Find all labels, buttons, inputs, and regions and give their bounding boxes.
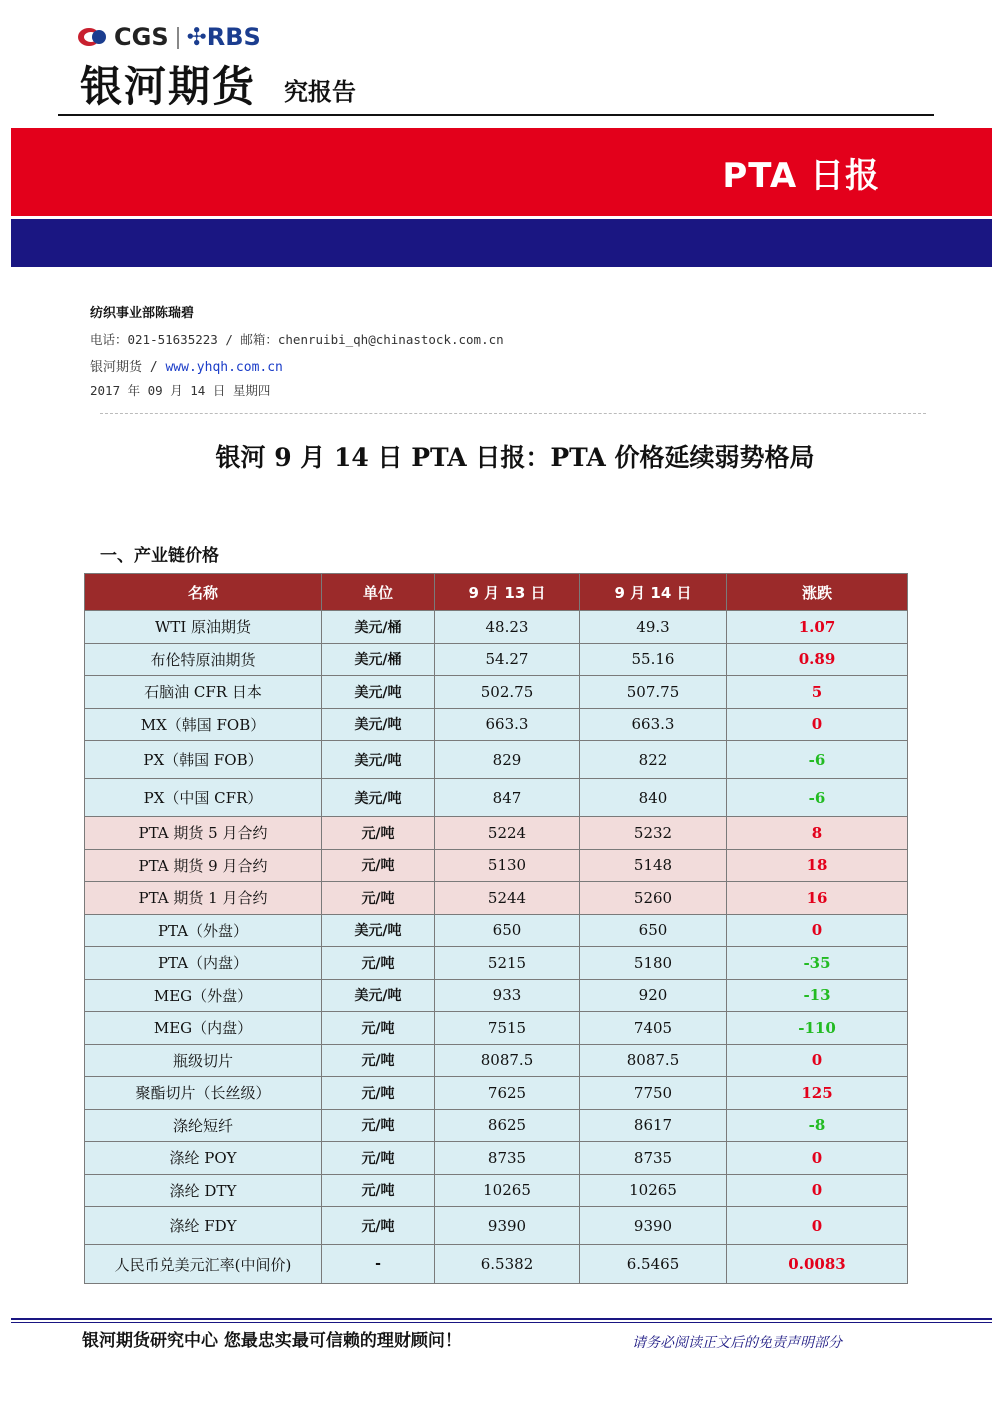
cell-date2: 5260 <box>580 882 727 915</box>
cell-change: 0.0083 <box>727 1245 908 1284</box>
cell-date1: 7515 <box>435 1012 580 1045</box>
cell-name: MEG（外盘） <box>85 979 322 1012</box>
table-row <box>85 947 908 980</box>
cell-name: WTI 原油期货 <box>85 611 322 644</box>
cell-unit: 美元/吨 <box>322 741 435 779</box>
cell-date2: 5180 <box>580 947 727 980</box>
cell-date1: 5215 <box>435 947 580 980</box>
cell-change: 125 <box>727 1077 908 1110</box>
cell-date2: 650 <box>580 914 727 947</box>
table-row <box>85 643 908 676</box>
cell-date2: 920 <box>580 979 727 1012</box>
table-row <box>85 708 908 741</box>
cell-unit: 元/吨 <box>322 1174 435 1207</box>
logo-text <box>114 23 261 51</box>
cell-date1: 48.23 <box>435 611 580 644</box>
site-link[interactable]: www.yhqh.com.cn <box>165 360 283 375</box>
table-row <box>85 779 908 817</box>
cell-date1: 933 <box>435 979 580 1012</box>
table-row <box>85 1245 908 1284</box>
cell-name: PTA 期货 9 月合约 <box>85 849 322 882</box>
cell-name: 瓶级切片 <box>85 1044 322 1077</box>
cell-date1: 663.3 <box>435 708 580 741</box>
report-date: 2017 年 09 月 14 日 星期四 <box>90 383 271 398</box>
cell-unit: 元/吨 <box>322 947 435 980</box>
cell-change: 8 <box>727 817 908 850</box>
table-body <box>85 611 908 1284</box>
logo-separator <box>177 27 179 49</box>
brand-name: 银河期货 <box>80 62 257 111</box>
cell-name: PX（韩国 FOB） <box>85 741 322 779</box>
cell-name: MEG（内盘） <box>85 1012 322 1045</box>
banner-title: PTA 日报 <box>722 156 880 196</box>
author-dept: 纺织事业部陈瑞碧 <box>90 306 195 321</box>
cell-date1: 10265 <box>435 1174 580 1207</box>
cell-name: PX（中国 CFR） <box>85 779 322 817</box>
cell-date2: 49.3 <box>580 611 727 644</box>
cell-date2: 8735 <box>580 1142 727 1175</box>
table-row <box>85 914 908 947</box>
cell-unit: 元/吨 <box>322 817 435 850</box>
cell-date1: 8087.5 <box>435 1044 580 1077</box>
author-contact: 电话：021-51635223 / 邮箱：chenruibi_qh@chinastock.com.cn <box>90 332 504 347</box>
cell-date1: 9390 <box>435 1207 580 1245</box>
cell-change: 18 <box>727 849 908 882</box>
header-date1: 9 月 13 日 <box>435 574 580 611</box>
cell-change: -6 <box>727 779 908 817</box>
cell-date1: 54.27 <box>435 643 580 676</box>
cell-unit: 美元/吨 <box>322 779 435 817</box>
cell-unit: 元/吨 <box>322 1207 435 1245</box>
cell-unit: 美元/吨 <box>322 676 435 709</box>
table-row <box>85 1142 908 1175</box>
table-row <box>85 882 908 915</box>
cell-name: PTA 期货 5 月合约 <box>85 817 322 850</box>
cell-name: 涤纶 POY <box>85 1142 322 1175</box>
cell-date2: 5148 <box>580 849 727 882</box>
cell-change: 0 <box>727 708 908 741</box>
cell-name: PTA（外盘） <box>85 914 322 947</box>
footer-disclaimer: 请务必阅读正文后的免责声明部分 <box>632 1335 842 1351</box>
cell-name: 涤纶 DTY <box>85 1174 322 1207</box>
cell-change: -35 <box>727 947 908 980</box>
table-row <box>85 1012 908 1045</box>
logo-rbs: RBS <box>206 23 261 51</box>
cell-date2: 10265 <box>580 1174 727 1207</box>
cell-unit: 美元/吨 <box>322 979 435 1012</box>
table-row <box>85 849 908 882</box>
header-unit: 单位 <box>322 574 435 611</box>
cgs-logo-icon <box>78 26 108 48</box>
cell-unit: 元/吨 <box>322 849 435 882</box>
table-row <box>85 676 908 709</box>
cell-change: -6 <box>727 741 908 779</box>
cell-date2: 7750 <box>580 1077 727 1110</box>
cell-name: 涤纶 FDY <box>85 1207 322 1245</box>
cell-change: 0 <box>727 1207 908 1245</box>
cell-unit: 美元/吨 <box>322 708 435 741</box>
cell-date2: 8087.5 <box>580 1044 727 1077</box>
cell-date1: 847 <box>435 779 580 817</box>
table-row <box>85 817 908 850</box>
footer-slogan: 银河期货研究中心 您最忠实最可信赖的理财顾问！ <box>82 1331 462 1351</box>
cell-unit: 元/吨 <box>322 882 435 915</box>
cell-date1: 650 <box>435 914 580 947</box>
cell-change: 1.07 <box>727 611 908 644</box>
cell-date1: 5244 <box>435 882 580 915</box>
cell-date1: 6.5382 <box>435 1245 580 1284</box>
cell-unit: 元/吨 <box>322 1012 435 1045</box>
cell-date1: 5224 <box>435 817 580 850</box>
cell-name: PTA 期货 1 月合约 <box>85 882 322 915</box>
cell-change: 0 <box>727 1044 908 1077</box>
cell-change: -13 <box>727 979 908 1012</box>
dashed-divider <box>100 413 926 414</box>
cell-date1: 5130 <box>435 849 580 882</box>
cell-date2: 840 <box>580 779 727 817</box>
table-row <box>85 1044 908 1077</box>
cell-date2: 5232 <box>580 817 727 850</box>
cell-name: 涤纶短纤 <box>85 1109 322 1142</box>
cell-name: 聚酯切片（长丝级） <box>85 1077 322 1110</box>
cell-name: 石脑油 CFR 日本 <box>85 676 322 709</box>
cell-change: -8 <box>727 1109 908 1142</box>
cell-date2: 663.3 <box>580 708 727 741</box>
cell-unit: 元/吨 <box>322 1044 435 1077</box>
section-title: 一、产业链价格 <box>100 546 219 566</box>
header-name: 名称 <box>85 574 322 611</box>
blue-banner <box>11 219 992 267</box>
table-row <box>85 979 908 1012</box>
cell-date1: 502.75 <box>435 676 580 709</box>
table-row <box>85 1077 908 1110</box>
cell-date1: 8735 <box>435 1142 580 1175</box>
table-row <box>85 741 908 779</box>
cell-change: 16 <box>727 882 908 915</box>
brand-subtitle: 究报告 <box>284 78 356 106</box>
cell-unit: 元/吨 <box>322 1109 435 1142</box>
table-row <box>85 1174 908 1207</box>
cell-change: 0 <box>727 914 908 947</box>
cell-unit: 元/吨 <box>322 1077 435 1110</box>
author-site <box>90 356 283 375</box>
cell-change: 5 <box>727 676 908 709</box>
cell-date2: 55.16 <box>580 643 727 676</box>
cell-change: 0 <box>727 1174 908 1207</box>
header-date2: 9 月 14 日 <box>580 574 727 611</box>
cell-unit: - <box>322 1245 435 1284</box>
table-row <box>85 1109 908 1142</box>
cell-unit: 美元/吨 <box>322 914 435 947</box>
header-divider <box>58 114 934 116</box>
logo-cgs: CGS <box>114 23 169 51</box>
cell-date2: 507.75 <box>580 676 727 709</box>
site-prefix: 银河期货 / <box>90 360 166 375</box>
cell-unit: 美元/桶 <box>322 611 435 644</box>
cell-date1: 829 <box>435 741 580 779</box>
table-row <box>85 611 908 644</box>
footer-divider-thin <box>11 1322 992 1323</box>
table-row <box>85 1207 908 1245</box>
cell-name: 人民币兑美元汇率(中间价) <box>85 1245 322 1284</box>
cell-name: PTA（内盘） <box>85 947 322 980</box>
cell-unit: 美元/桶 <box>322 643 435 676</box>
cell-unit: 元/吨 <box>322 1142 435 1175</box>
cell-change: -110 <box>727 1012 908 1045</box>
footer-divider <box>11 1318 992 1320</box>
rbs-logo-icon: ✣ <box>186 23 207 51</box>
cell-date2: 822 <box>580 741 727 779</box>
cell-date2: 6.5465 <box>580 1245 727 1284</box>
cell-date1: 8625 <box>435 1109 580 1142</box>
document-title: 银河 9 月 14 日 PTA 日报：PTA 价格延续弱势格局 <box>215 443 815 472</box>
cell-change: 0.89 <box>727 643 908 676</box>
logo <box>78 20 261 54</box>
cell-date2: 9390 <box>580 1207 727 1245</box>
cell-date2: 7405 <box>580 1012 727 1045</box>
cell-change: 0 <box>727 1142 908 1175</box>
cell-date2: 8617 <box>580 1109 727 1142</box>
header-change: 涨跌 <box>727 574 908 611</box>
cell-name: MX（韩国 FOB） <box>85 708 322 741</box>
price-table <box>84 573 908 1284</box>
table-header-row <box>85 574 908 611</box>
cell-date1: 7625 <box>435 1077 580 1110</box>
cell-name: 布伦特原油期货 <box>85 643 322 676</box>
